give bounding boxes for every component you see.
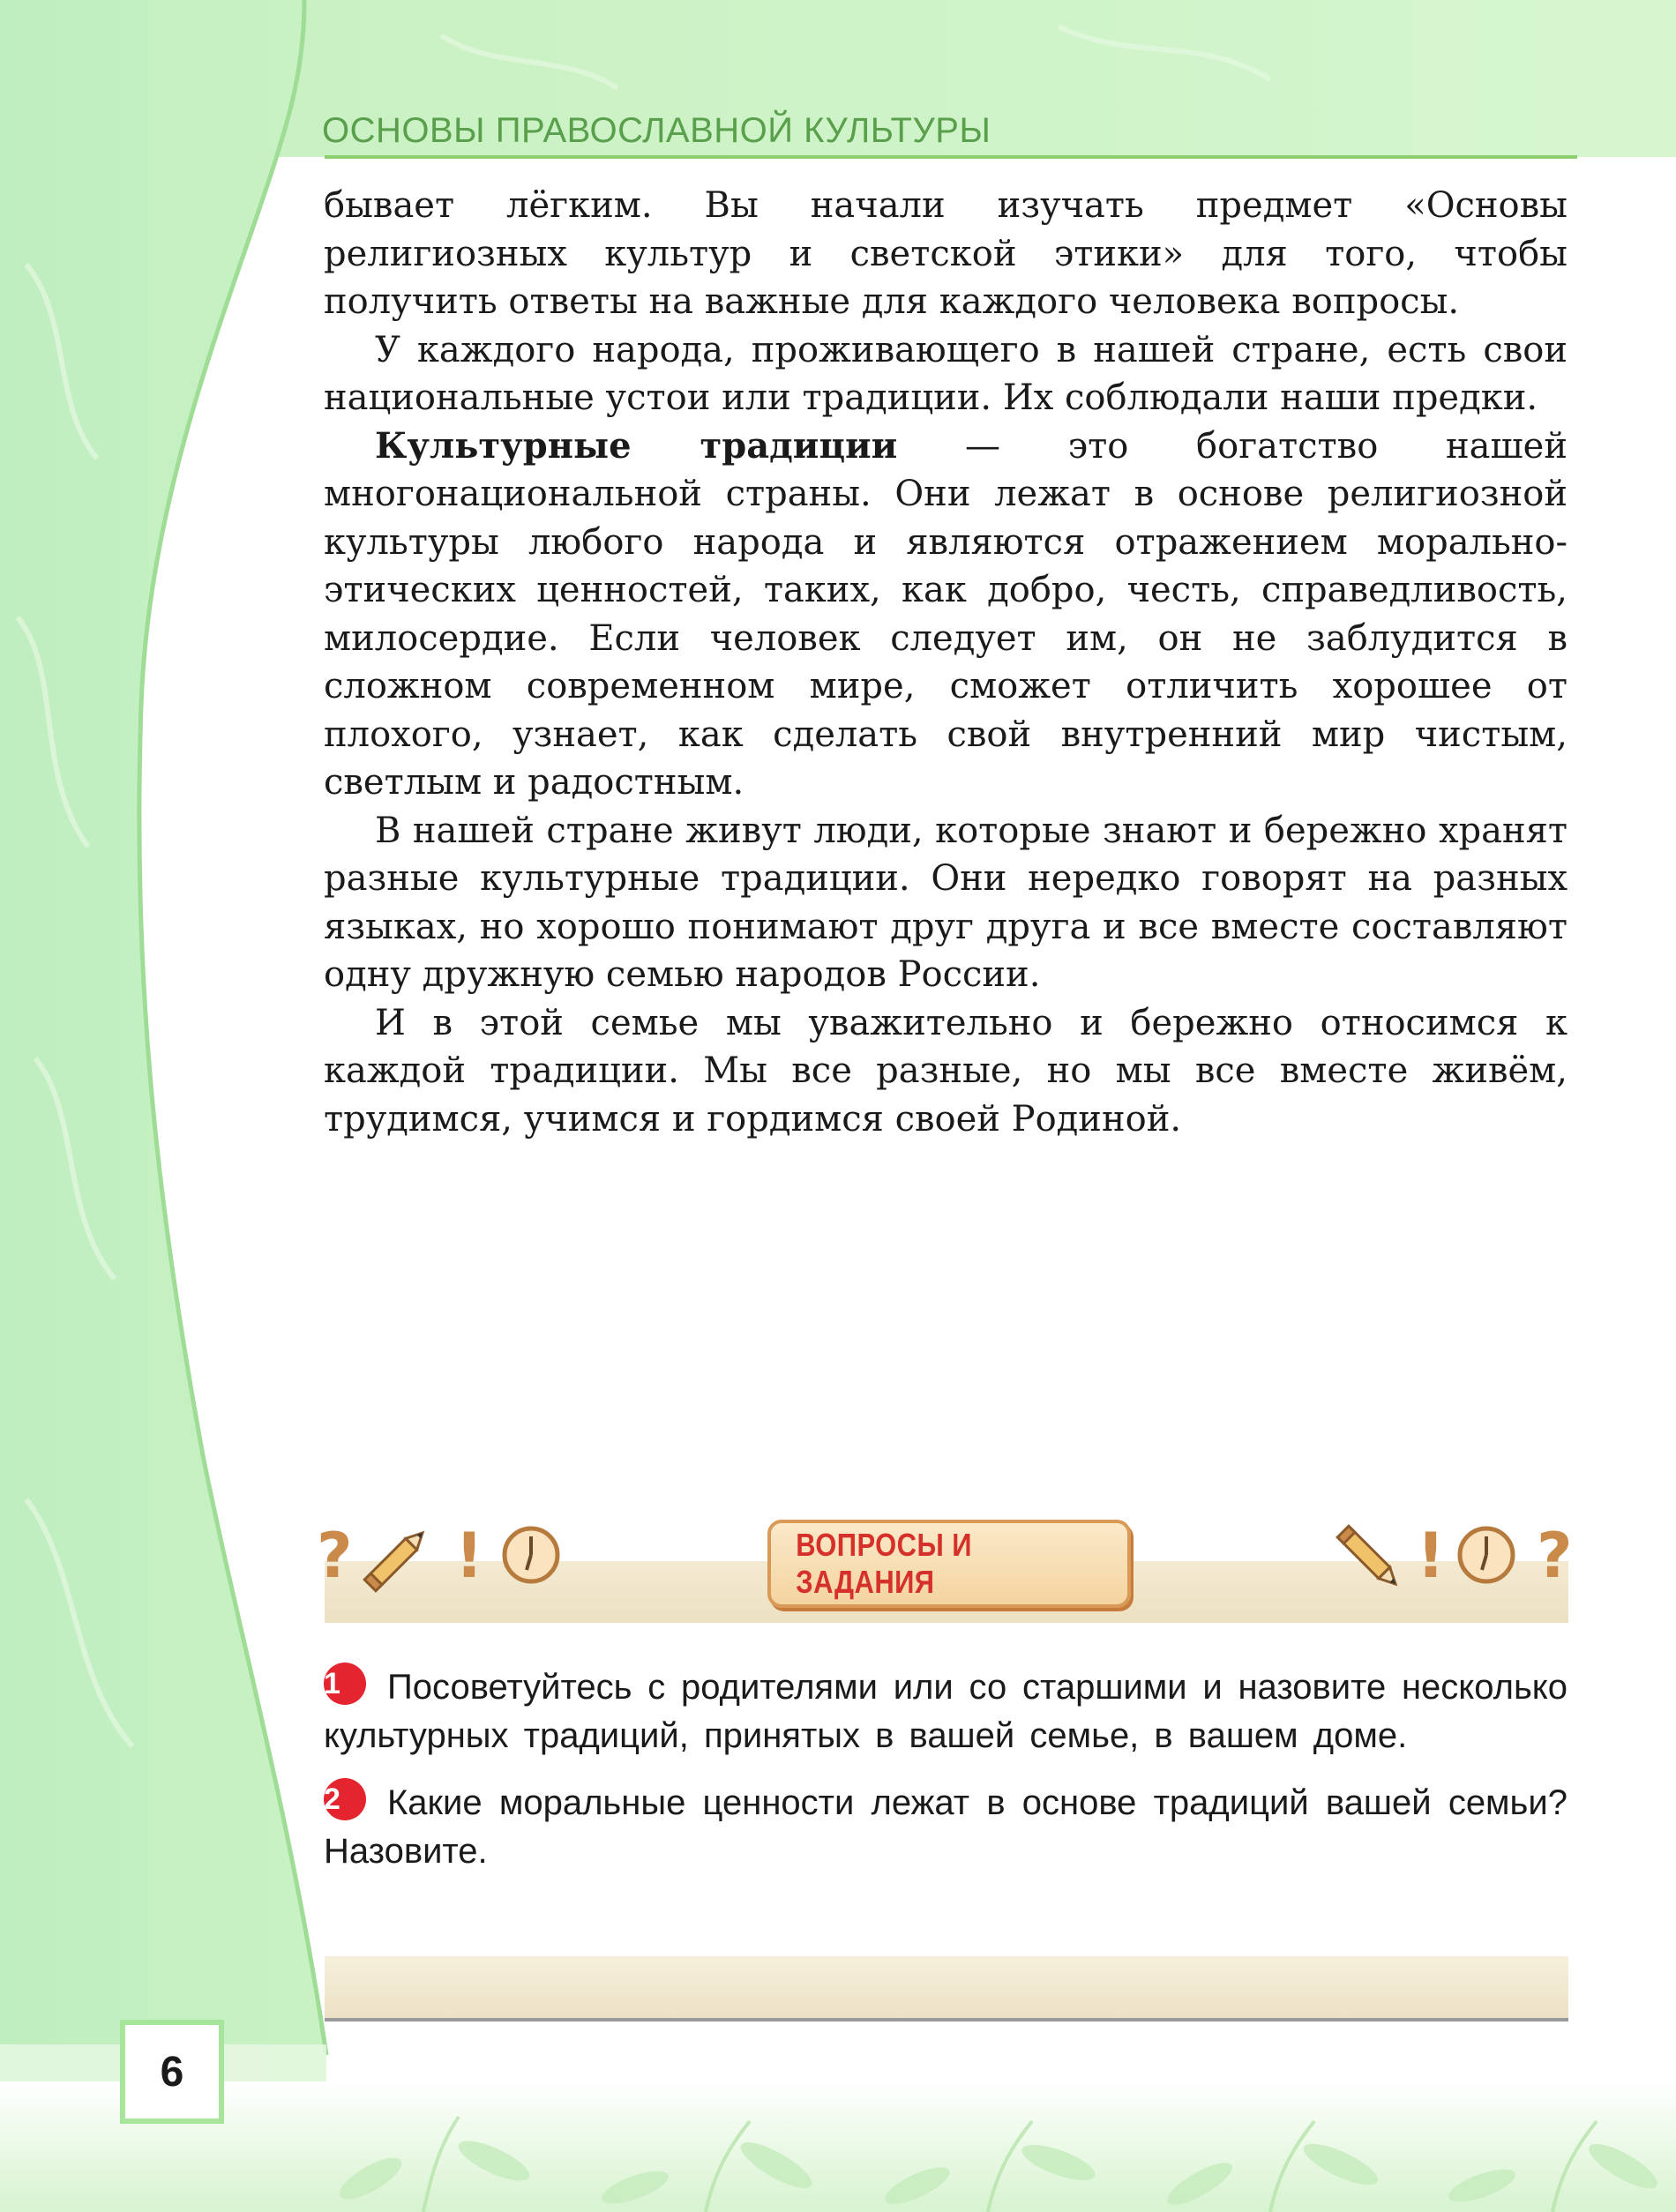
running-header-title: ОСНОВЫ ПРАВОСЛАВНОЙ КУЛЬТУРЫ xyxy=(322,111,991,150)
exclamation-icon xyxy=(1411,1519,1447,1592)
question-text: Посоветуйтесь с родителями или со старшими и назовите несколько культурных традиций, принятых в вашей семье, в вашем доме. xyxy=(324,1668,1568,1755)
page-number: 6 xyxy=(120,2020,224,2124)
question-number-badge: 2 xyxy=(324,1778,366,1820)
paragraph-1: бывает лёгким. Вы начали изучать предмет «Основы религиозных культур и светской этики» для того, чтобы получить ответы на важные для каждого человека вопросы. xyxy=(324,185,1568,322)
question-number-badge: 1 xyxy=(324,1663,366,1705)
paragraph-5: И в этой семье мы уважительно и бережно относимся к каждой традиции. Мы все разные, но мы все вместе живём, трудимся, учимся и гордимся своей Родиной. xyxy=(324,1002,1568,1140)
paragraph-3-rest: — это богатство нашей многонациональной страны. Они лежат в основе религиозной культуры любого народа и являются отражением морально-этических ценностей, таких, как добро, честь, справедливость, милосердие. Если человек следует им, он не заблудится в сложном современном мире, сможет отличить хорошее от плохого, узнает, как сделать свой внутренний мир чистым, светлым и радостным. xyxy=(324,425,1568,803)
pencil-icon xyxy=(1330,1519,1410,1598)
svg-text:?: ? xyxy=(1537,1520,1573,1592)
svg-text:!: ! xyxy=(1417,1520,1445,1592)
svg-text:!: ! xyxy=(455,1520,483,1592)
questions-footer-rule xyxy=(325,2018,1568,2021)
header-rule xyxy=(325,155,1577,159)
question-text: Какие моральные ценности лежат в основе традиций вашей семьи? Назовите. xyxy=(324,1783,1568,1871)
main-text xyxy=(324,182,1568,1143)
questions-list xyxy=(324,1663,1568,1894)
clock-icon xyxy=(1455,1524,1517,1586)
question-item xyxy=(324,1663,1568,1760)
questions-footer-band xyxy=(325,1956,1568,2018)
paragraph-2: У каждого народа, проживающего в нашей стране, есть свои национальные устои или традиции. Их соблюдали наши предки. xyxy=(324,329,1568,418)
term-cultural-traditions: Культурные традиции xyxy=(375,424,898,467)
svg-text:?: ? xyxy=(317,1520,353,1592)
question-item xyxy=(324,1778,1568,1876)
questions-title: ВОПРОСЫ И ЗАДАНИЯ xyxy=(796,1527,972,1600)
clock-icon xyxy=(500,1524,562,1586)
questions-title-banner xyxy=(767,1520,1131,1608)
question-mark-icon xyxy=(313,1519,353,1592)
paragraph-3 xyxy=(324,422,1568,807)
exclamation-icon xyxy=(450,1519,485,1592)
paragraph-4: В нашей стране живут люди, которые знают и бережно хранят разные культурные традиции. Они нередко говорят на разных языках, но хорошо понимают друг друга и все вместе составляют одну дружную семью народов России. xyxy=(324,810,1568,995)
pencil-icon xyxy=(357,1519,437,1598)
question-mark-icon xyxy=(1533,1519,1573,1592)
